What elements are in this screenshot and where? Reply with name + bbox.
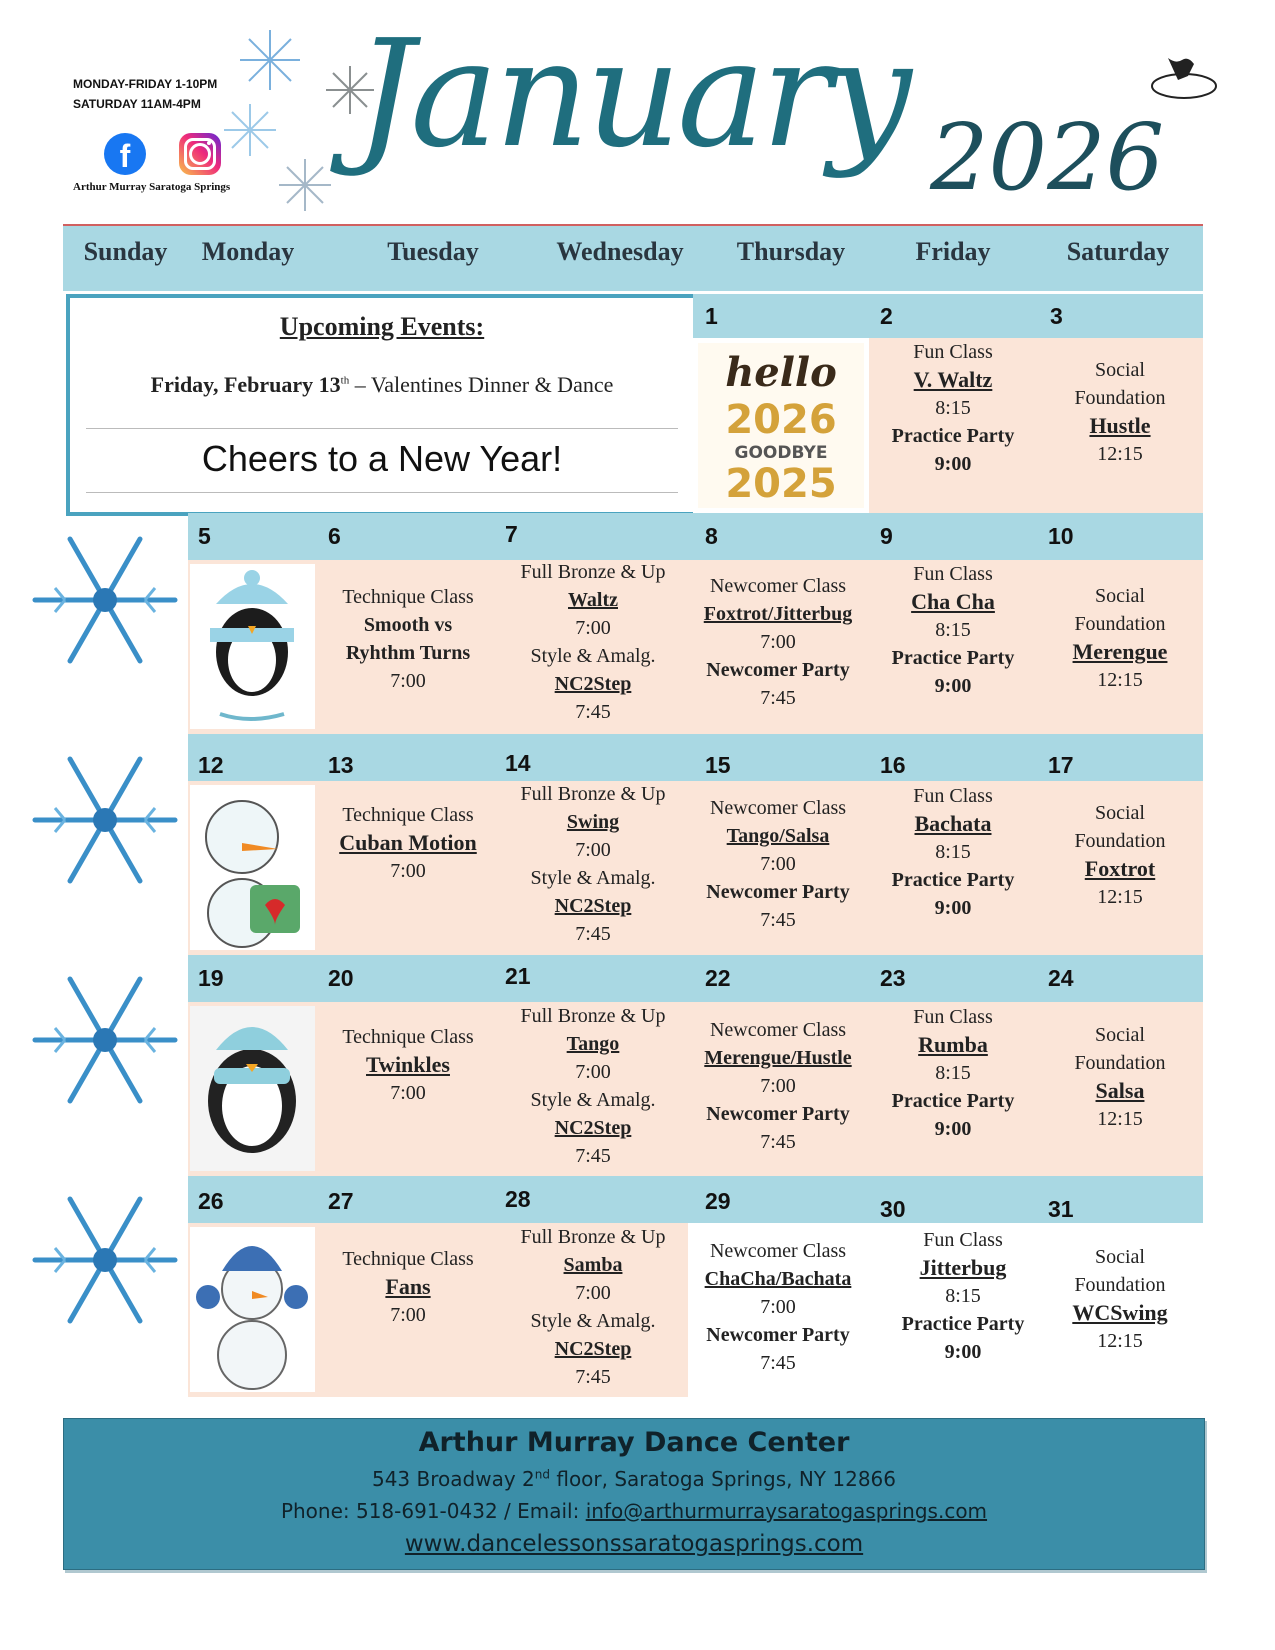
year-2025-text: 2025 [725,461,837,507]
date-26: 26 [198,1188,224,1214]
website-link[interactable]: www.dancelessonssaratogasprings.com [404,1531,864,1557]
dance-name: Jitterbug [919,1255,1007,1280]
snowflake-icon [30,525,180,675]
snowflake-icon [30,1185,180,1335]
full-bronze-label: Full Bronze & Up [520,1226,666,1248]
social-handle: Arthur Murray Saratoga Springs [73,181,231,193]
date-28: 28 [505,1186,531,1212]
business-name: Arthur Murray Dance Center [418,1427,850,1458]
party-time: 7:45 [760,1352,796,1374]
new-year-image [698,343,864,508]
snowflake-icon [30,745,180,895]
dance-name: Tango [566,1033,620,1055]
cheers-message: Cheers to a New Year! [201,438,563,479]
hours-saturday: SATURDAY 11AM-4PM [73,97,201,111]
class-time: 12:15 [1097,669,1143,691]
class-time: 8:15 [935,619,971,641]
social-label: Social [1095,802,1145,824]
event-date: Friday, February 13 [150,372,341,397]
dance-name: Merengue [1072,639,1168,664]
day-14-info [498,780,688,948]
dance-name: Foxtrot/Jitterbug [703,603,853,625]
date-6: 6 [328,523,341,549]
class-time: 7:00 [390,1082,426,1104]
party-time: 9:00 [944,1341,982,1363]
dance-name: Hustle [1089,413,1151,438]
technique-class-label: Technique Class [342,804,474,826]
facebook-icon[interactable]: f [104,133,146,175]
day-1-cell [693,338,869,513]
class-time: 12:15 [1097,886,1143,908]
weekday-header [63,224,1203,291]
address-street: 543 Broadway 2 [371,1467,535,1491]
week1-number-bar [693,294,1203,338]
day-29-info [688,1237,868,1377]
month-title: January [355,8,908,180]
day-24-info [1037,1021,1203,1133]
dance-name: Rumba [918,1032,988,1057]
practice-party-label: Practice Party [891,647,1015,669]
year-title: 2026 [930,104,1165,211]
technique-class-label: Technique Class [342,586,474,608]
email-link[interactable]: info@arthurmurraysaratogasprings.com [585,1499,988,1523]
date-8: 8 [705,523,718,549]
class-time: 8:15 [945,1285,981,1307]
day-10-info [1037,582,1203,694]
newcomer-party-label: Newcomer Party [706,659,850,681]
foundation-label: Foundation [1074,387,1166,409]
day-28-info [498,1223,688,1391]
day-9-info [869,560,1037,700]
practice-party-label: Practice Party [891,1090,1015,1112]
social-label: Social [1095,1246,1145,1268]
date-12: 12 [198,752,224,778]
class-time-2: 7:45 [575,923,611,945]
day-21-info [498,1002,688,1170]
day-tuesday: Tuesday [387,237,479,266]
hello-text: hello [725,349,837,396]
fun-class-label: Fun Class [913,563,993,585]
class-time: 7:00 [575,617,611,639]
class-time: 8:15 [935,841,971,863]
party-time: 7:45 [760,687,796,709]
date-29: 29 [705,1188,731,1214]
day-31-info [1037,1243,1203,1355]
dance-name: WCSwing [1072,1300,1168,1325]
newcomer-class-label: Newcomer Class [709,797,847,819]
date-31: 31 [1048,1196,1074,1222]
dance-name: Fans [385,1274,431,1299]
dance-name: ChaCha/Bachata [704,1268,852,1290]
class-time: 7:00 [575,1061,611,1083]
date-14: 14 [505,750,531,776]
date-7: 7 [505,521,518,547]
date-23: 23 [880,965,906,991]
day-friday: Friday [915,237,991,266]
class-time-2: 7:45 [575,1366,611,1388]
social-label: Social [1095,1024,1145,1046]
dance-name: Tango/Salsa [726,825,830,847]
day-22-info [688,1016,868,1156]
day-monday: Monday [201,237,295,266]
party-time: 7:45 [760,1131,796,1153]
foundation-label: Foundation [1074,1052,1166,1074]
nc2step-label: NC2Step [554,1117,632,1139]
full-bronze-label: Full Bronze & Up [520,1005,666,1027]
date-16: 16 [880,752,906,778]
date-27: 27 [328,1188,354,1214]
snowman-cocoa-image [190,785,315,950]
technique-class-label: Technique Class [342,1248,474,1270]
dance-name: Swing [566,811,620,833]
dance-name-b: Ryhthm Turns [345,642,471,664]
day-16-info [869,782,1037,922]
website-line [64,1531,1204,1557]
address-floor-suffix: nd [534,1467,550,1482]
divider [86,428,678,429]
dance-name: Waltz [568,589,618,611]
day-thursday: Thursday [736,237,846,266]
class-time: 8:15 [935,397,971,419]
nc2step-label: NC2Step [554,673,632,695]
nc2step-label: NC2Step [554,895,632,917]
day-8-info [688,572,868,712]
class-time: 7:00 [760,853,796,875]
date-30: 30 [880,1196,906,1222]
dance-name-a: Smooth vs [363,614,453,636]
day-3-info [1037,356,1203,468]
style-amalg-label: Style & Amalg. [530,1310,656,1332]
fun-class-label: Fun Class [923,1229,1003,1251]
class-time-2: 7:45 [575,1145,611,1167]
dance-name: Samba [563,1254,623,1276]
day-sunday: Sunday [83,237,168,266]
date-20: 20 [328,965,354,991]
class-time: 8:15 [935,1062,971,1084]
newcomer-party-label: Newcomer Party [706,1103,850,1125]
newcomer-class-label: Newcomer Class [709,1240,847,1262]
date-21: 21 [505,963,531,989]
fun-class-label: Fun Class [913,341,993,363]
dance-name: Salsa [1095,1078,1145,1103]
practice-party-label: Practice Party [891,425,1015,447]
day-3-cell [1037,338,1203,513]
full-bronze-label: Full Bronze & Up [520,561,666,583]
day-20-info [318,1023,498,1107]
hours-weekday: MONDAY-FRIDAY 1-10PM [73,77,218,91]
event-item [70,372,694,398]
class-time: 12:15 [1097,1108,1143,1130]
class-time: 7:00 [390,1304,426,1326]
fun-class-label: Fun Class [913,1006,993,1028]
newcomer-class-label: Newcomer Class [709,1019,847,1041]
newcomer-class-label: Newcomer Class [709,575,847,597]
contact-footer [63,1418,1205,1570]
newcomer-party-label: Newcomer Party [706,1324,850,1346]
day-17-info [1037,799,1203,911]
class-time: 7:00 [390,670,426,692]
contact-line [64,1499,1204,1523]
practice-party-label: Practice Party [901,1313,1025,1335]
class-time: 12:15 [1097,1330,1143,1352]
class-time-2: 7:45 [575,701,611,723]
day-15-info [688,794,868,934]
day-6-info [318,583,498,695]
day-saturday: Saturday [1066,237,1170,266]
class-time: 12:15 [1097,443,1143,465]
party-time: 9:00 [934,1118,972,1140]
class-time: 7:00 [760,1075,796,1097]
divider [86,492,678,493]
nc2step-label: NC2Step [554,1338,632,1360]
party-time: 9:00 [934,453,972,475]
address [64,1467,1204,1491]
date-13: 13 [328,752,354,778]
day-27-info [318,1245,498,1329]
snowman-mittens-image [190,1227,315,1392]
dance-name: Cha Cha [911,589,995,614]
newcomer-party-label: Newcomer Party [706,881,850,903]
dance-name: Foxtrot [1084,856,1156,881]
class-time: 7:00 [575,1282,611,1304]
year-2026-text: 2026 [725,397,837,443]
day-30-info [879,1226,1047,1366]
party-time: 9:00 [934,675,972,697]
event-date-suffix: th [340,374,350,387]
date-24: 24 [1048,965,1074,991]
party-time: 7:45 [760,909,796,931]
address-city: floor, Saratoga Springs, NY 12866 [549,1467,896,1491]
day-7-info [498,558,688,726]
date-17: 17 [1048,752,1074,778]
fun-class-label: Fun Class [913,785,993,807]
date-3: 3 [1050,303,1063,329]
style-amalg-label: Style & Amalg. [530,645,656,667]
upcoming-events-box [66,294,698,516]
goodbye-text: GOODBYE [734,443,828,463]
dance-name: Bachata [914,811,992,836]
date-15: 15 [705,752,731,778]
arthur-murray-logo [1148,50,1220,102]
business-hours [73,74,217,114]
date-1: 1 [705,303,718,329]
date-2: 2 [880,303,893,329]
dance-name: V. Waltz [913,367,993,392]
phone-text: Phone: 518-691-0432 / Email: [280,1499,586,1523]
style-amalg-label: Style & Amalg. [530,867,656,889]
dance-name: Merengue/Hustle [704,1047,852,1069]
day-wednesday: Wednesday [556,237,684,266]
practice-party-label: Practice Party [891,869,1015,891]
dance-name: Twinkles [366,1052,450,1077]
date-22: 22 [705,965,731,991]
date-5: 5 [198,523,211,549]
foundation-label: Foundation [1074,613,1166,635]
style-amalg-label: Style & Amalg. [530,1089,656,1111]
class-time: 7:00 [760,631,796,653]
class-time: 7:00 [760,1296,796,1318]
date-10: 10 [1048,523,1074,549]
full-bronze-label: Full Bronze & Up [520,783,666,805]
penguin-skating-image [190,564,315,729]
class-time: 7:00 [575,839,611,861]
snowflake-icon [30,965,180,1115]
events-title: Upcoming Events: [279,312,485,341]
day-2-info [869,338,1037,478]
technique-class-label: Technique Class [342,1026,474,1048]
penguin-hat-image [190,1006,315,1171]
party-time: 9:00 [934,897,972,919]
dance-name: Cuban Motion [339,830,477,855]
date-9: 9 [880,523,893,549]
foundation-label: Foundation [1074,830,1166,852]
date-19: 19 [198,965,224,991]
social-label: Social [1095,359,1145,381]
class-time: 7:00 [390,860,426,882]
day-23-info [869,1003,1037,1143]
foundation-label: Foundation [1074,1274,1166,1296]
day-13-info [318,801,498,885]
day-2-cell [869,338,1037,513]
social-label: Social [1095,585,1145,607]
event-name: – Valentines Dinner & Dance [349,372,614,397]
